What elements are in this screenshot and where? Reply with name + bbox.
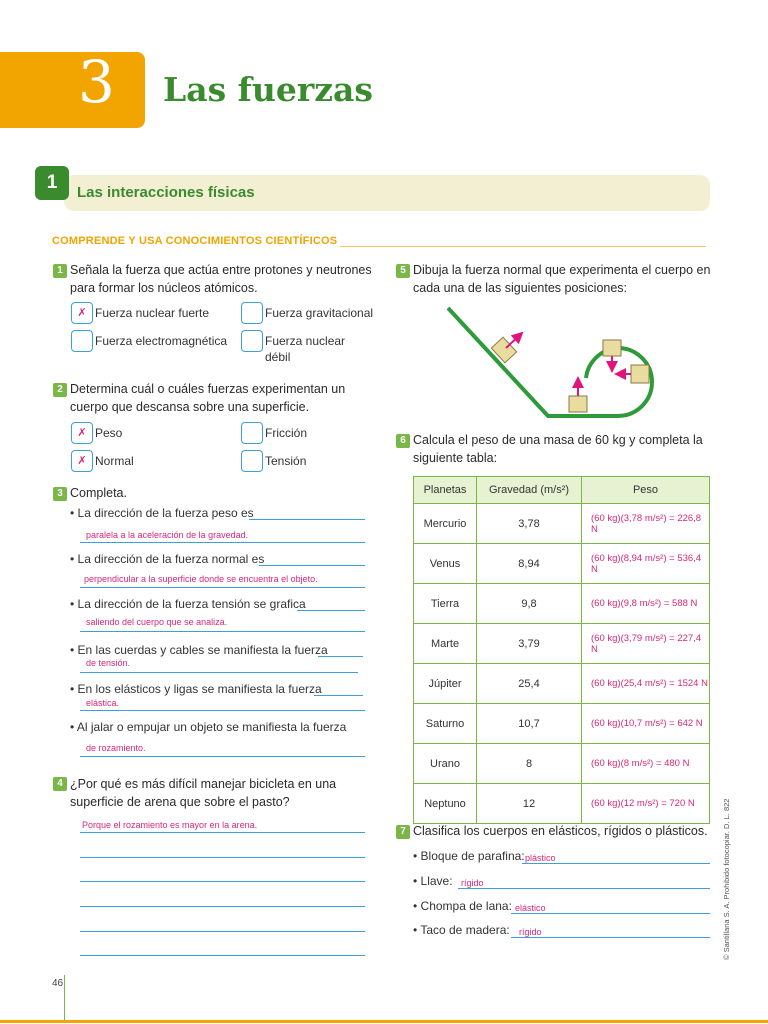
question-4-line-2: superficie de arena que sobre el pasto?: [70, 795, 290, 809]
checkbox-q2-3[interactable]: ✗: [71, 450, 93, 472]
weight-cell[interactable]: (60 kg)(10,7 m/s²) = 642 N: [582, 704, 710, 744]
question-number-7: 7: [396, 825, 410, 839]
answer-text[interactable]: elástica.: [86, 698, 120, 708]
checkbox-label: Normal: [95, 454, 134, 468]
answer-line: [249, 519, 365, 520]
planet-cell: Venus: [414, 544, 477, 584]
prompt-text: En las cuerdas y cables se manifiesta la fuerza: [77, 643, 328, 657]
checkbox-label: Peso: [95, 426, 123, 440]
answer-text[interactable]: rígido: [519, 927, 542, 937]
page-number: 46: [52, 978, 64, 989]
answer-line: [297, 610, 365, 611]
checkbox-label-line-2: débil: [265, 350, 291, 364]
gravity-cell: 8: [477, 744, 582, 784]
checkbox-label: Fricción: [265, 426, 308, 440]
question-1-line-2: para formar los núcleos atómicos.: [70, 281, 258, 295]
fill-blank-prompt: • En los elásticos y ligas se manifiesta la fuerza: [70, 682, 322, 696]
table-header-row: [414, 477, 710, 504]
answer-line: [80, 756, 365, 757]
question-7-text: Clasifica los cuerpos en elásticos, rígidos o plásticos.: [413, 824, 708, 838]
planet-cell: Mercurio: [414, 504, 477, 544]
gravity-cell: 3,78: [477, 504, 582, 544]
question-number-3: 3: [53, 487, 67, 501]
gravity-cell: 10,7: [477, 704, 582, 744]
column-header: Planetas: [414, 477, 477, 504]
weight-cell[interactable]: (60 kg)(3,79 m/s²) = 227,4 N: [582, 624, 710, 664]
answer-line: [80, 906, 365, 907]
answer-line: [80, 672, 358, 673]
question-5-line-2: cada una de las siguientes posiciones:: [413, 281, 628, 295]
classify-prompt: • Bloque de parafina:: [413, 849, 525, 863]
answer-text[interactable]: saliendo del cuerpo que se analiza.: [86, 617, 228, 627]
classify-prompt: • Taco de madera:: [413, 923, 510, 937]
checkbox-q2-4[interactable]: [241, 450, 263, 472]
prompt-text: Bloque de parafina:: [420, 849, 525, 863]
checkbox-q1-3[interactable]: [71, 330, 93, 352]
column-header: Gravedad (m/s²): [477, 477, 582, 504]
checkbox-q2-1[interactable]: ✗: [71, 422, 93, 444]
table-row: [414, 624, 710, 664]
page-number-divider: [64, 975, 65, 1021]
answer-text[interactable]: de tensión.: [86, 658, 131, 668]
prompt-text: La dirección de la fuerza peso es: [77, 506, 254, 520]
question-number-1: 1: [53, 264, 67, 278]
chapter-title: Las fuerzas: [163, 70, 373, 109]
planet-cell: Tierra: [414, 584, 477, 624]
fill-blank-prompt: • La dirección de la fuerza tensión se grafica: [70, 597, 306, 611]
answer-line: [80, 631, 365, 632]
answer-line: [80, 931, 365, 932]
block-in-loop-side: [616, 365, 649, 383]
prompt-text: La dirección de la fuerza normal es: [77, 552, 265, 566]
fill-blank-prompt: • La dirección de la fuerza normal es: [70, 552, 265, 566]
table-row: [414, 704, 710, 744]
section-title: Las interacciones físicas: [77, 184, 255, 201]
track-path: [448, 308, 652, 416]
answer-text[interactable]: elástico: [515, 903, 546, 913]
table-row: [414, 664, 710, 704]
answer-line: [511, 937, 710, 938]
copyright-note: [722, 790, 732, 970]
planet-cell: Urano: [414, 744, 477, 784]
answer-line: [511, 913, 710, 914]
weight-cell[interactable]: (60 kg)(9,8 m/s²) = 588 N: [582, 584, 710, 624]
column-header: Peso: [582, 477, 710, 504]
checkbox-label: Fuerza electromagnética: [95, 334, 228, 348]
answer-line: [80, 832, 365, 833]
planet-cell: Marte: [414, 624, 477, 664]
classify-prompt: • Chompa de lana:: [413, 899, 512, 913]
weight-cell[interactable]: (60 kg)(8 m/s²) = 480 N: [582, 744, 710, 784]
fill-blank-prompt: • La dirección de la fuerza peso es: [70, 506, 254, 520]
gravity-cell: 12: [477, 784, 582, 824]
prompt-text: La dirección de la fuerza tensión se grafica: [77, 597, 306, 611]
answer-line: [522, 863, 710, 864]
prompt-text: Taco de madera:: [420, 923, 510, 937]
answer-text[interactable]: Porque el rozamiento es mayor en la arena.: [82, 820, 258, 830]
bottom-border: [0, 1020, 768, 1023]
weight-cell[interactable]: (60 kg)(3,78 m/s²) = 226,8 N: [582, 504, 710, 544]
gravity-weight-table: [413, 476, 710, 824]
answer-line: [80, 955, 365, 956]
gravity-cell: 3,79: [477, 624, 582, 664]
answer-text[interactable]: de rozamiento.: [86, 743, 146, 753]
chapter-number-box: [0, 52, 145, 128]
competency-label: COMPRENDE Y USA CONOCIMIENTOS CIENTÍFICOS: [52, 235, 338, 247]
answer-line: [80, 710, 365, 711]
checkbox-label: Tensión: [265, 454, 307, 468]
question-2-line-2: cuerpo que descansa sobre una superficie.: [70, 400, 310, 414]
answer-line: [458, 888, 710, 889]
planet-cell: Saturno: [414, 704, 477, 744]
prompt-text: Al jalar o empujar un objeto se manifiesta la fuerza: [76, 720, 347, 734]
ramp-loop-diagram: [440, 300, 660, 424]
checkbox-label: Fuerza nuclear fuerte: [95, 306, 210, 320]
prompt-text: Llave:: [420, 874, 453, 888]
table-row: [414, 784, 710, 824]
question-number-5: 5: [396, 264, 410, 278]
question-2-text: [70, 380, 345, 416]
question-6-text: [413, 431, 703, 467]
weight-cell[interactable]: (60 kg)(25,4 m/s²) = 1524 N: [582, 664, 710, 704]
block-in-loop-top: [603, 340, 621, 371]
classify-prompt: • Llave:: [413, 874, 453, 888]
checkbox-label-line-1: Fuerza nuclear: [265, 334, 346, 348]
answer-line: [314, 695, 363, 696]
question-6-line-2: siguiente tabla:: [413, 451, 498, 465]
gravity-cell: 9,8: [477, 584, 582, 624]
competency-divider: [340, 246, 706, 247]
table-row: [414, 744, 710, 784]
planet-cell: Júpiter: [414, 664, 477, 704]
answer-text[interactable]: perpendicular a la superficie donde se encuentra el objeto.: [84, 574, 318, 584]
checkbox-q1-2[interactable]: [241, 302, 263, 324]
gravity-cell: 25,4: [477, 664, 582, 704]
prompt-text: Chompa de lana:: [420, 899, 512, 913]
checkbox-q2-2[interactable]: [241, 422, 263, 444]
table-row: [414, 504, 710, 544]
answer-line: [80, 857, 365, 858]
weight-cell[interactable]: (60 kg)(12 m/s²) = 720 N: [582, 784, 710, 824]
copyright-text: © Santillana S. A. Prohibido fotocopiar. D. L. 822: [722, 798, 731, 960]
fill-blank-prompt: • En las cuerdas y cables se manifiesta la fuerza: [70, 643, 328, 657]
planet-cell: Neptuno: [414, 784, 477, 824]
question-2-line-1: Determina cuál o cuáles fuerzas experimentan un: [70, 382, 346, 396]
question-number-4: 4: [53, 777, 67, 791]
answer-line: [80, 542, 365, 543]
weight-cell[interactable]: (60 kg)(8,94 m/s²) = 536,4 N: [582, 544, 710, 584]
prompt-text: En los elásticos y ligas se manifiesta la fuerza: [77, 682, 322, 696]
question-3-text: Completa.: [70, 486, 127, 500]
answer-text[interactable]: plástico: [525, 853, 556, 863]
question-number-2: 2: [53, 383, 67, 397]
table-row: [414, 584, 710, 624]
section-number: 1: [35, 166, 69, 200]
block-on-floor: [569, 378, 587, 412]
question-5-text: [413, 261, 710, 297]
answer-line: [80, 587, 365, 588]
question-4-text: [70, 775, 336, 811]
question-1-text: [70, 261, 372, 297]
checkbox-label: Fuerza gravitacional: [265, 306, 374, 320]
chapter-number: 3: [78, 48, 115, 116]
question-number-6: 6: [396, 434, 410, 448]
question-1-line-1: Señala la fuerza que actúa entre protones y neutrones: [70, 263, 372, 277]
question-6-line-1: Calcula el peso de una masa de 60 kg y completa la: [413, 433, 703, 447]
question-5-line-1: Dibuja la fuerza normal que experimenta el cuerpo en: [413, 263, 711, 277]
fill-blank-prompt: • Al jalar o empujar un objeto se manifiesta la fuerza: [70, 720, 347, 734]
answer-line: [318, 656, 363, 657]
checkbox-q1-4[interactable]: [241, 330, 263, 352]
gravity-cell: 8,94: [477, 544, 582, 584]
question-4-line-1: ¿Por qué es más difícil manejar bicicleta en una: [70, 777, 337, 791]
answer-text[interactable]: paralela a la aceleración de la gravedad.: [86, 530, 249, 540]
answer-line: [80, 881, 365, 882]
checkbox-label: [265, 333, 345, 365]
checkbox-q1-1[interactable]: ✗: [71, 302, 93, 324]
answer-line: [259, 565, 365, 566]
table-row: [414, 544, 710, 584]
answer-text[interactable]: rígido: [461, 878, 484, 888]
